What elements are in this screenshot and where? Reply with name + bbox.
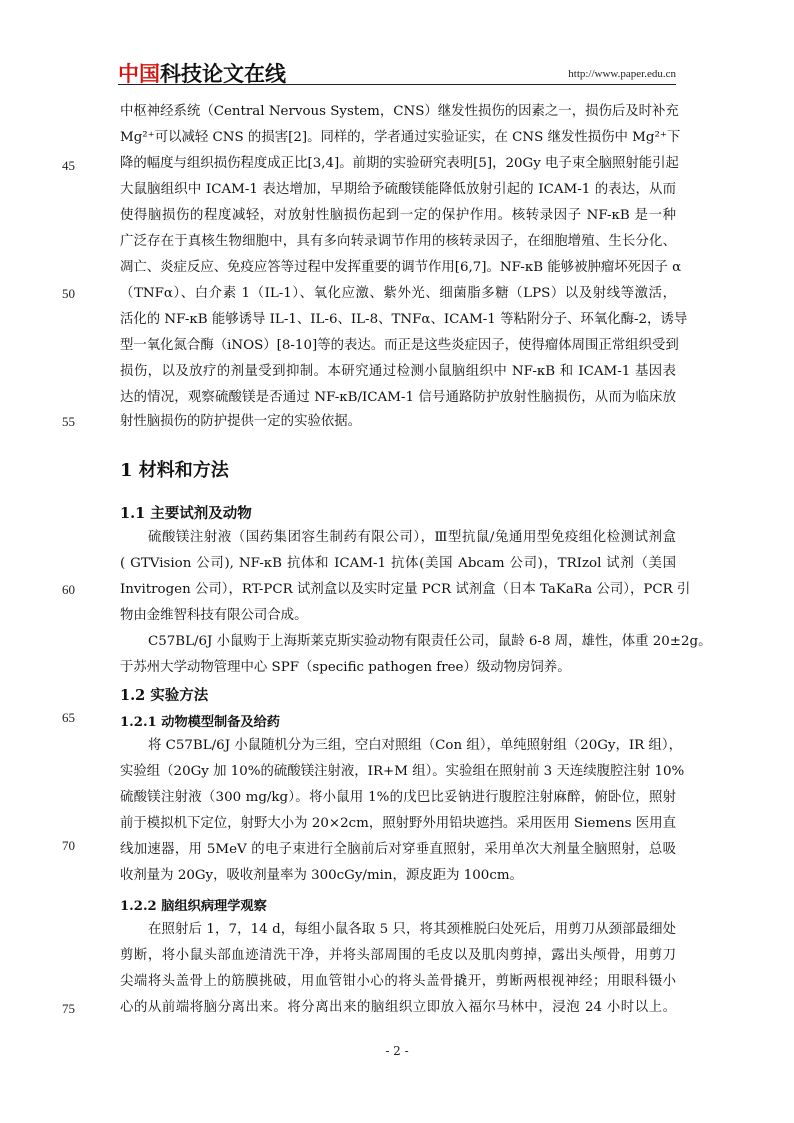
subsection-heading: 1.2 实验方法 — [120, 687, 209, 704]
body-line: 射性脑损伤的防护提供一定的实验依据。 — [120, 414, 362, 429]
line-number: 50 — [62, 286, 75, 301]
page-header — [118, 58, 676, 84]
body-line: 降的幅度与组织损伤程度成正比[3,4]。前期的实验研究表明[5]，20Gy 电子束全脑照射能引起 — [120, 156, 679, 171]
body-line: 损伤，以及放疗的剂量受到抑制。本研究通过检测小鼠脑组织中 NF-κB 和 ICAM-1 基因表 — [120, 364, 676, 379]
body-line: Invitrogen 公司），RT-PCR 试剂盒以及实时定量 PCR 试剂盒（日本 TaKaRa 公司），PCR 引 — [120, 582, 691, 597]
body-line: 剪断，将小鼠头部血迹清洗干净，并将头部周围的毛皮以及肌肉剪掉，露出头颅骨，用剪刀 — [120, 948, 676, 963]
line-number: 60 — [62, 582, 75, 597]
body-line: 活化的 NF-κB 能够诱导 IL-1、IL-6、IL-8、TNFα、ICAM-1 等粘附分子、环氧化酶-2，诱导 — [120, 312, 688, 327]
body-line: 将 C57BL/6J 小鼠随机分为三组，空白对照组（Con 组），单纯照射组（20Gy，IR 组）， — [148, 738, 682, 753]
body-line: 大鼠脑组织中 ICAM-1 表达增加，早期给予硫酸镁能降低放射引起的 ICAM-1 的表达，从而 — [120, 182, 676, 197]
body-line: 实验组（20Gy 加 10%的硫酸镁注射液，IR+M 组）。实验组在照射前 3 天连续腹腔注射 10% — [120, 764, 685, 779]
body-line: 达的情况，观察硫酸镁是否通过 NF-κB/ICAM-1 信号通路防护放射性脑损伤，从而为临床放 — [120, 390, 676, 405]
header-rule — [118, 84, 676, 85]
logo-red-text: 中国 — [118, 62, 160, 86]
body-line: 凋亡、炎症反应、免疫应答等过程中发挥重要的调节作用[6,7]。NF-κB 能够被肿瘤坏死因子 α — [120, 260, 682, 275]
body-line: 前于模拟机下定位，射野大小为 20×2cm，照射野外用铅块遮挡。采用医用 Siemens 医用直 — [120, 816, 676, 831]
body-line: Mg²⁺可以减轻 CNS 的损害[2]。同样的，学者通过实验证实，在 CNS 继发性损伤中 Mg²⁺下 — [120, 130, 681, 145]
line-number: 75 — [62, 1001, 75, 1016]
body-line: C57BL/6J 小鼠购于上海斯莱克斯实验动物有限责任公司，鼠龄 6-8 周，雄性，体重 20±2g。 — [148, 634, 712, 649]
body-line: 中枢神经系统（Central Nervous System，CNS）继发性损伤的因素之一，损伤后及时补充 — [120, 104, 679, 119]
body-line: 广泛存在于真核生物细胞中，具有多向转录调节作用的核转录因子，在细胞增殖、生长分化、 — [120, 234, 676, 249]
subsubsection-heading: 1.2.2 脑组织病理学观察 — [120, 899, 267, 914]
section-heading: 1 材料和方法 — [120, 460, 229, 481]
subsection-heading: 1.1 主要试剂及动物 — [120, 505, 252, 522]
line-number: 65 — [62, 710, 75, 725]
body-line: （TNFα）、白介素 1（IL-1）、氧化应激、紫外光、细菌脂多糖（LPS）以及射线等激活， — [120, 286, 676, 301]
body-line: 型一氧化氮合酶（iNOS）[8-10]等的表达。而正是这些炎症因子，使得瘤体周围正常组织受到 — [120, 338, 679, 353]
body-line: 尖端将头盖骨上的筋膜挑破，用血管钳小心的将头盖骨撬开，剪断两根视神经；用眼科镊小 — [120, 974, 676, 989]
logo-black-text: 科技论文在线 — [160, 62, 286, 86]
body-line: 在照射后 1，7，14 d，每组小鼠各取 5 只，将其颈椎脱臼处死后，用剪刀从颈部最细处 — [148, 922, 676, 937]
body-line: ( GTVision 公司), NF-κB 抗体和 ICAM-1 抗体(美国 Abcam 公司)，TRIzol 试剂（美国 — [120, 556, 676, 571]
body-line: 使得脑损伤的程度减轻，对放射性脑损伤起到一定的保护作用。核转录因子 NF-κB 是一种 — [120, 208, 676, 223]
body-line: 于苏州大学动物管理中心 SPF（specific pathogen free）级动物房饲养。 — [120, 660, 571, 675]
body-line: 线加速器，用 5MeV 的电子束进行全脑前后对穿垂直照射，采用单次大剂量全脑照射，总吸 — [120, 842, 676, 857]
body-line: 硫酸镁注射液（国药集团容生制药有限公司），Ⅲ型抗鼠/兔通用型免疫组化检测试剂盒 — [148, 530, 676, 545]
body-line: 物由金维智科技有限公司合成。 — [120, 608, 308, 623]
body-line: 心的从前端将脑分离出来。将分离出来的脑组织立即放入福尔马林中，浸泡 24 小时以上。 — [120, 1000, 676, 1015]
page-number: - 2 - — [385, 1044, 409, 1058]
body-line: 硫酸镁注射液（300 mg/kg）。将小鼠用 1%的戊巴比妥钠进行腹腔注射麻醉，俯卧位，照射 — [120, 790, 676, 805]
header-url: http://www.paper.edu.cn — [568, 68, 676, 80]
line-number: 45 — [62, 158, 75, 173]
subsubsection-heading: 1.2.1 动物模型制备及给药 — [120, 715, 280, 730]
line-number: 70 — [62, 838, 75, 853]
body-line: 收剂量为 20Gy，吸收剂量率为 300cGy/min，源皮距为 100cm。 — [120, 868, 523, 883]
line-number: 55 — [62, 414, 75, 429]
